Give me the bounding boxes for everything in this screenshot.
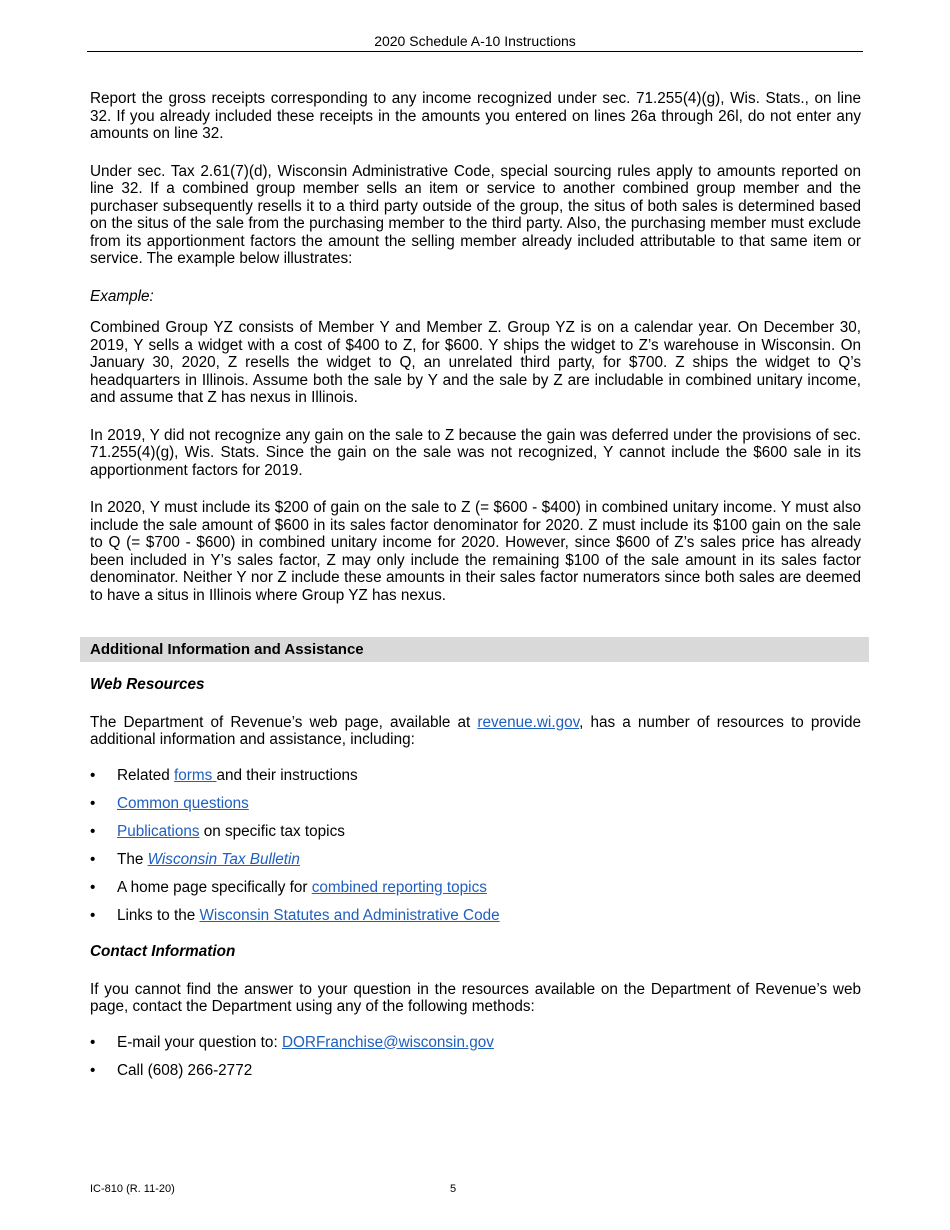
list-item-email — [90, 1034, 861, 1052]
publications-link[interactable]: Publications — [117, 822, 200, 840]
page-number: 5 — [449, 1183, 457, 1195]
page-header: 2020 Schedule A-10 Instructions — [87, 33, 863, 52]
paragraph-example-setup: Combined Group YZ consists of Member Y and Member Z. Group YZ is on a calendar year. On December 30, 2019, Y sells a widget with a cost of $400 to Z, for $600. Y ships the widget to Z’s warehouse in Wisconsin. On January 30, 2020, Z resells the widget to Q, an unrelated third party, for $700. Z ships the widget to Q’s headquarters in Illinois. Assume both the sale by Y and the sale by Z are includable in combined unitary income, and assume that Z has nexus in Illinois. — [90, 319, 861, 406]
bullet-icon: • — [90, 850, 96, 868]
list-item-text: on specific tax topics — [199, 822, 345, 840]
list-item-text: Links to the — [117, 906, 200, 924]
list-item-phone — [90, 1062, 861, 1080]
bullet-icon: • — [90, 878, 96, 896]
email-link[interactable]: DORFranchise@wisconsin.gov — [281, 1033, 494, 1051]
list-item-forms — [90, 767, 861, 785]
list-item-statutes — [90, 907, 861, 925]
list-item-text: Call (608) 266-2772 — [117, 1061, 253, 1079]
paragraph-2020: In 2020, Y must include its $200 of gain on the sale to Z (= $600 - $400) in combined unitary income. Y must also include the sale amount of $600 in its sales factor denominator for 2020. Z must include its $100 gain on the sale to Q (= $700 - $600) in combined unitary income for 2020. However, since $600 of Z’s sales price has already been included in Y’s sales factor, Z may only include the remaining $100 of the sale amount in its sales factor denominator. Neither Y nor Z include these amounts in their sales factor numerators since both sales are deemed to have a situs in Illinois where Group YZ has nexus. — [90, 499, 861, 604]
form-id: IC-810 (R. 11-20) — [90, 1183, 175, 1195]
web-resources-intro-before: The Department of Revenue’s web page, available at — [90, 713, 478, 731]
list-item-text: E-mail your question to: — [117, 1033, 282, 1051]
common-questions-link[interactable]: Common questions — [117, 794, 249, 812]
bullet-icon: • — [90, 1061, 96, 1079]
paragraph-sourcing-rules: Under sec. Tax 2.61(7)(d), Wisconsin Administrative Code, special sourcing rules apply to amounts reported on line 32. If a combined group member sells an item or service to another combined group member and the purchaser subsequently resells it to a third party outside of the group, the situs of both sales is determined based on the situs of the sale from the purchasing member to the third party. Also, the purchasing member must exclude from its apportionment factors the amount the selling member already included attributable to that same item or service. The example below illustrates: — [90, 162, 861, 267]
bullet-icon: • — [90, 822, 96, 840]
web-resources-heading: Web Resources — [90, 676, 205, 693]
bullet-icon: • — [90, 766, 96, 784]
section-heading-additional-info: Additional Information and Assistance — [80, 637, 869, 662]
list-item-text: A home page specifically for — [117, 878, 312, 896]
paragraph-gross-receipts: Report the gross receipts corresponding to any income recognized under sec. 71.255(4)(g), Wis. Stats., on line 32. If you already included these receipts in the amounts you entered on lines 26a through 26l, do not enter any amounts on line 32. — [90, 90, 861, 142]
list-item-tax-bulletin — [90, 851, 861, 869]
web-resources-intro-after: , has a number of resources to provide additional information and assistance, including: — [90, 713, 861, 748]
bullet-icon: • — [90, 794, 96, 812]
list-item-combined-reporting — [90, 879, 861, 897]
statutes-link[interactable]: Wisconsin Statutes and Administrative Code — [199, 906, 500, 924]
bullet-icon: • — [90, 1033, 96, 1051]
document-body — [90, 90, 861, 1079]
list-item-text: and their instructions — [216, 766, 358, 784]
list-item-text: Related — [117, 766, 174, 784]
bullet-icon: • — [90, 906, 96, 924]
forms-link[interactable]: forms — [173, 766, 217, 784]
example-label: Example: — [90, 287, 154, 305]
list-item-common-questions — [90, 795, 861, 813]
list-item-text: The — [117, 850, 148, 868]
web-resources-list — [90, 767, 861, 925]
tax-bulletin-link[interactable]: Wisconsin Tax Bulletin — [147, 850, 300, 868]
contact-list — [90, 1034, 861, 1080]
combined-reporting-link[interactable]: combined reporting topics — [311, 878, 487, 896]
revenue-site-link[interactable]: revenue.wi.gov — [477, 713, 580, 731]
list-item-publications — [90, 823, 861, 841]
paragraph-2019: In 2019, Y did not recognize any gain on the sale to Z because the gain was deferred under the provisions of sec. 71.255(4)(g), Wis. Stats. Since the gain on the sale was not recognized, Y cannot include the $600 sale in its apportionment factors for 2019. — [90, 426, 861, 479]
contact-intro: If you cannot find the answer to your question in the resources available on the Department of Revenue’s web page, contact the Department using any of the following methods: — [90, 980, 861, 1015]
web-resources-intro — [90, 714, 861, 749]
contact-heading: Contact Information — [90, 943, 236, 960]
